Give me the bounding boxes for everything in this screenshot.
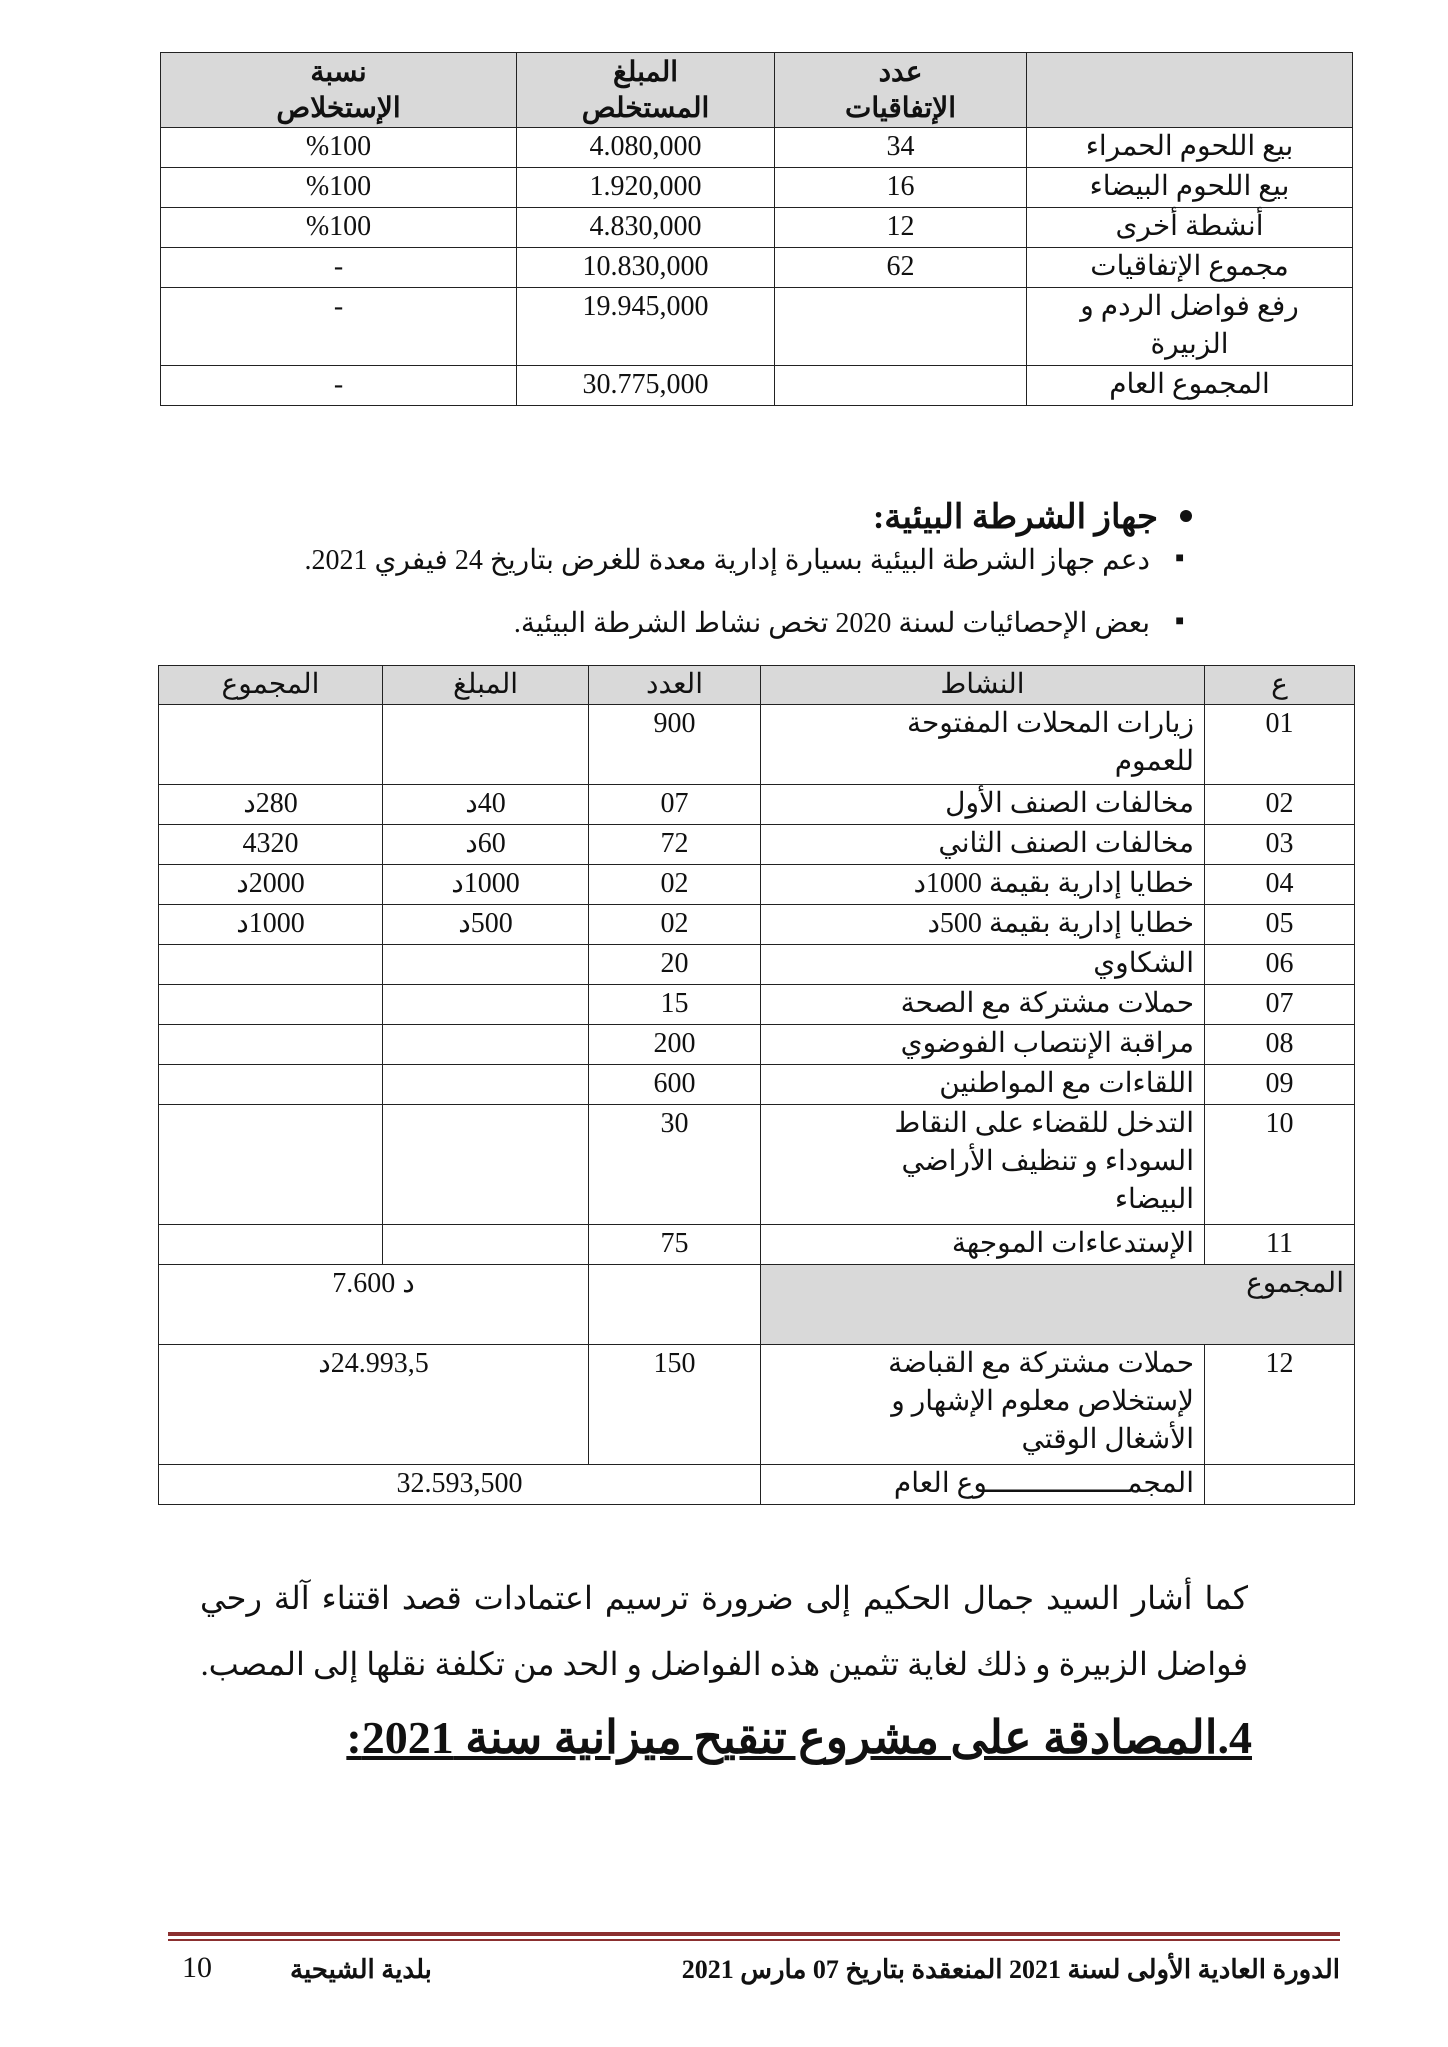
cell: 600: [589, 1065, 761, 1105]
cell: [775, 366, 1027, 406]
grand-total-label: المجمـــــــــــــــــوع العام: [761, 1465, 1205, 1505]
table-row: [159, 785, 1355, 825]
cell: 07: [1205, 985, 1355, 1025]
cell: 07: [589, 785, 761, 825]
cell: [383, 1065, 589, 1105]
cell: [159, 1025, 383, 1065]
cell: -: [161, 288, 517, 366]
cell: التدخل للقضاء على النقاط السوداء و تنظيف الأراضي البيضاء: [761, 1105, 1205, 1225]
police-stats-table: [158, 665, 1355, 1505]
section-heading: جهاز الشرطة البيئية:: [872, 499, 1158, 536]
cell: 15: [589, 985, 761, 1025]
cell: 75: [589, 1225, 761, 1265]
cell: زيارات المحلات المفتوحة للعموم: [761, 705, 1205, 785]
cell: [589, 1265, 761, 1345]
page-number: 10: [182, 1951, 212, 1984]
header-cell: النشاط: [761, 666, 1205, 705]
cell: 40د: [383, 785, 589, 825]
cell: 06: [1205, 945, 1355, 985]
cell: 62: [775, 248, 1027, 288]
cell: مراقبة الإنتصاب الفوضوي: [761, 1025, 1205, 1065]
cell: 12: [1205, 1345, 1355, 1465]
cell: [1205, 1465, 1355, 1505]
cell: [159, 1065, 383, 1105]
cell: مخالفات الصنف الثاني: [761, 825, 1205, 865]
cell: حملات مشتركة مع الصحة: [761, 985, 1205, 1025]
cell: [383, 985, 589, 1025]
footer-rule: [168, 1932, 1340, 1936]
cell: اللقاءات مع المواطنين: [761, 1065, 1205, 1105]
cell: %100: [161, 208, 517, 248]
cell: [383, 1225, 589, 1265]
footer-rule: [168, 1939, 1340, 1941]
table-row: [161, 208, 1353, 248]
table-row: [159, 825, 1355, 865]
table-header-row: [159, 666, 1355, 705]
cell: 2000د: [159, 865, 383, 905]
cell: مخالفات الصنف الأول: [761, 785, 1205, 825]
header-cell: العدد: [589, 666, 761, 705]
table-row: [161, 366, 1353, 406]
cell: 34: [775, 128, 1027, 168]
table-row: [161, 128, 1353, 168]
cell: [159, 945, 383, 985]
header-cell: المبلغ المستخلص: [517, 53, 775, 128]
table-row: [159, 705, 1355, 785]
cell: 01: [1205, 705, 1355, 785]
cell: [159, 1105, 383, 1225]
cell: 05: [1205, 905, 1355, 945]
table-row: [159, 905, 1355, 945]
cell: [383, 1105, 589, 1225]
section-4-heading: 4.المصادقة على مشروع تنقيح ميزانية سنة 2021:: [346, 1712, 1252, 1763]
agreements-table: [160, 52, 1353, 406]
cell: المجموع العام: [1027, 366, 1353, 406]
table-row: [159, 1345, 1355, 1465]
cell: 19.945,000: [517, 288, 775, 366]
table-header-row: [161, 53, 1353, 128]
cell: 72: [589, 825, 761, 865]
cell: 4320: [159, 825, 383, 865]
cell: مجموع الإتفاقيات: [1027, 248, 1353, 288]
cell: 20: [589, 945, 761, 985]
cell: بيع اللحوم البيضاء: [1027, 168, 1353, 208]
bullet-item: ■ دعم جهاز الشرطة البيئية بسيارة إدارية معدة للغرض بتاريخ 24 فيفري 2021.: [304, 543, 1150, 577]
table-row: [161, 288, 1353, 366]
cell: 04: [1205, 865, 1355, 905]
table-row: [159, 985, 1355, 1025]
cell: 30: [589, 1105, 761, 1225]
header-cell: المجموع: [159, 666, 383, 705]
table-row: [159, 865, 1355, 905]
table-row: [161, 248, 1353, 288]
cell: 1000د: [383, 865, 589, 905]
bullet-dot-icon: [1180, 510, 1192, 522]
cell: [159, 1225, 383, 1265]
cell: 02: [1205, 785, 1355, 825]
grand-total-value: 32.593,500: [159, 1465, 761, 1505]
cell: 02: [589, 865, 761, 905]
cell: حملات مشتركة مع القباضة لإستخلاص معلوم الإشهار و الأشغال الوقتي: [761, 1345, 1205, 1465]
cell: 4.830,000: [517, 208, 775, 248]
cell: 10: [1205, 1105, 1355, 1225]
header-cell: عدد الإتفاقيات: [775, 53, 1027, 128]
cell: بيع اللحوم الحمراء: [1027, 128, 1353, 168]
cell: 24.993,5د: [159, 1345, 589, 1465]
bullet-item: ■ بعض الإحصائيات لسنة 2020 تخص نشاط الشرطة البيئية.: [514, 606, 1150, 640]
cell: 500د: [383, 905, 589, 945]
table-row: [159, 1025, 1355, 1065]
cell: 03: [1205, 825, 1355, 865]
cell: 1000د: [159, 905, 383, 945]
cell: 30.775,000: [517, 366, 775, 406]
table-row: [161, 168, 1353, 208]
table-row: [159, 1105, 1355, 1225]
subtotal-row: [159, 1265, 1355, 1345]
subtotal-label: المجموع: [761, 1265, 1355, 1345]
body-paragraph: كما أشار السيد جمال الحكيم إلى ضرورة ترسيم اعتمادات قصد اقتناء آلة رحي فواضل الزبيرة و ذلك لغاية تثمين هذه الفواضل و الحد من تكلفة نقلها إلى المصب.: [200, 1580, 1248, 1682]
cell: خطايا إدارية بقيمة 500د: [761, 905, 1205, 945]
cell: -: [161, 248, 517, 288]
cell: 16: [775, 168, 1027, 208]
cell: رفع فواضل الردم و الزبيرة: [1027, 288, 1353, 366]
cell: %100: [161, 128, 517, 168]
grand-total-row: [159, 1465, 1355, 1505]
header-cell: [1027, 53, 1353, 128]
cell: 280د: [159, 785, 383, 825]
cell: %100: [161, 168, 517, 208]
subtotal-value: 7.600 د: [159, 1265, 589, 1345]
cell: 150: [589, 1345, 761, 1465]
cell: 09: [1205, 1065, 1355, 1105]
cell: -: [161, 366, 517, 406]
cell: الشكاوي: [761, 945, 1205, 985]
table-row: [159, 1065, 1355, 1105]
footer-municipality: بلدية الشيحية: [290, 1955, 432, 1984]
header-cell: نسبة الإستخلاص: [161, 53, 517, 128]
cell: 200: [589, 1025, 761, 1065]
footer-session: الدورة العادية الأولى لسنة 2021 المنعقدة بتاريخ 07 مارس 2021: [681, 1955, 1340, 1984]
cell: [383, 945, 589, 985]
header-cell: ع: [1205, 666, 1355, 705]
cell: [383, 705, 589, 785]
cell: 08: [1205, 1025, 1355, 1065]
cell: [775, 288, 1027, 366]
cell: 1.920,000: [517, 168, 775, 208]
cell: [159, 705, 383, 785]
table-row: [159, 945, 1355, 985]
cell: 4.080,000: [517, 128, 775, 168]
cell: 12: [775, 208, 1027, 248]
cell: 900: [589, 705, 761, 785]
cell: أنشطة أخرى: [1027, 208, 1353, 248]
cell: 60د: [383, 825, 589, 865]
table-row: [159, 1225, 1355, 1265]
cell: 02: [589, 905, 761, 945]
cell: خطايا إدارية بقيمة 1000د: [761, 865, 1205, 905]
cell: [383, 1025, 589, 1065]
cell: [159, 985, 383, 1025]
cell: 11: [1205, 1225, 1355, 1265]
cell: 10.830,000: [517, 248, 775, 288]
header-cell: المبلغ: [383, 666, 589, 705]
cell: الإستدعاءات الموجهة: [761, 1225, 1205, 1265]
